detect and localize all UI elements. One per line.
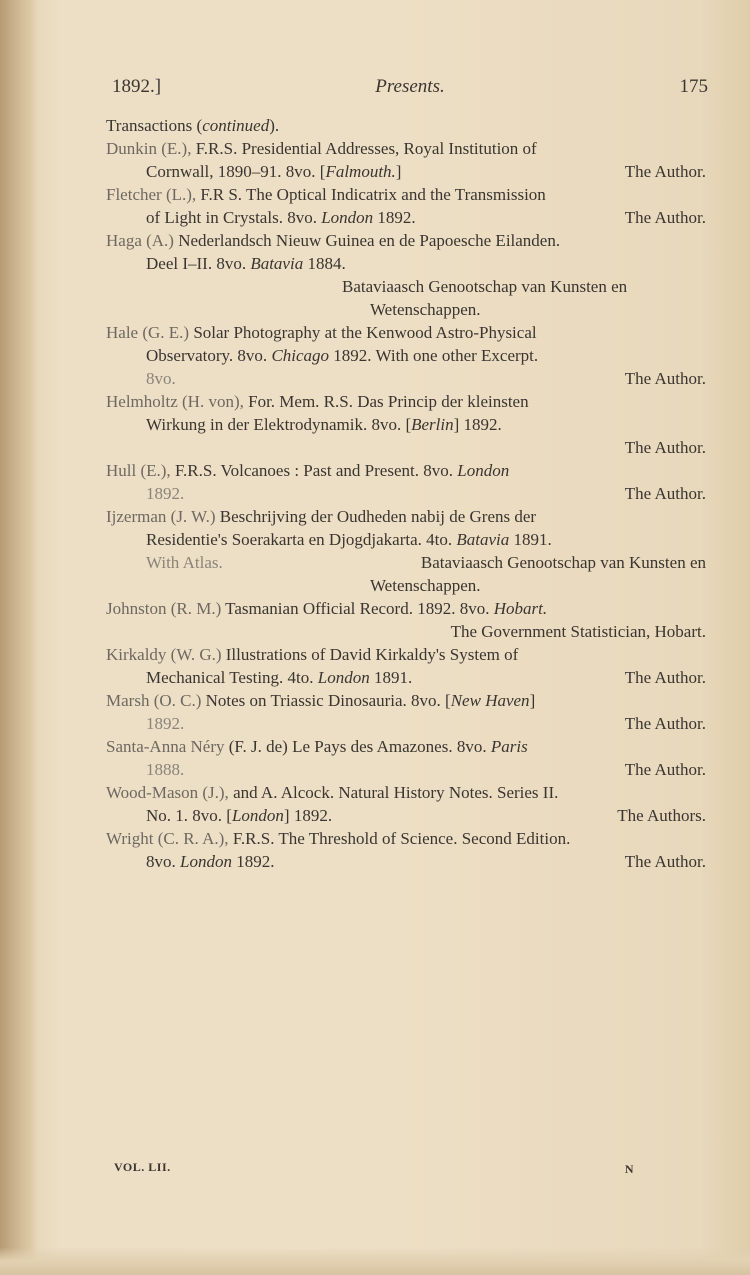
entry-author: Johnston (R. M.) (106, 599, 222, 618)
list-item: Dunkin (E.), F.R.S. Presidential Addresses, Royal Institution of Cornwall, 1890–91. 8vo. [Falmouth.] The Author. (106, 139, 706, 181)
entry-donor: The Author. (624, 438, 706, 457)
entry-donor: Wetenschappen. (370, 576, 481, 595)
list-item: Johnston (R. M.) Tasmanian Official Record. 1892. 8vo. Hobart. The Government Statistician, Hobart. (106, 599, 706, 641)
entry-author: Kirkaldy (W. G.) (106, 645, 222, 664)
entry-donor: The Authors. (617, 806, 706, 825)
list-item: Kirkaldy (W. G.) Illustrations of David Kirkaldy's System of Mechanical Testing. 4to. London 1891. The Author. (106, 645, 706, 687)
list-item: Hull (E.), F.R.S. Volcanoes : Past and Present. 8vo. London 1892. The Author. (106, 461, 706, 503)
page-number: 175 (679, 76, 708, 97)
entry-author: Hull (E.), (106, 461, 171, 480)
entry-donor: The Author. (624, 162, 706, 181)
entry-donor: The Author. (624, 760, 706, 779)
running-head (112, 76, 708, 100)
entry-author: Ijzerman (J. W.) (106, 507, 216, 526)
entry-author: Wright (C. R. A.), (106, 829, 229, 848)
page-bottom-edge (0, 1247, 750, 1275)
entry-donor: The Author. (624, 852, 706, 871)
volume-mark: VOL. LII. (114, 1160, 171, 1174)
entry-donor: The Government Statistician, Hobart. (450, 622, 706, 641)
entry-author: Haga (A.) (106, 231, 174, 250)
list-item: Wood-Mason (J.), and A. Alcock. Natural History Notes. Series II. No. 1. 8vo. [London] 1892. The Authors. (106, 783, 706, 825)
entry-author: Hale (G. E.) (106, 323, 190, 342)
page-binding-edge (0, 0, 38, 1275)
entry-author: Marsh (O. C.) (106, 691, 202, 710)
entry-donor: Bataviaasch Genootschap van Kunsten en (420, 553, 706, 572)
entry-author: Dunkin (E.), (106, 139, 192, 158)
list-item: Fletcher (L.), F.R S. The Optical Indicatrix and the Transmission of Light in Crystals. 8vo. London 1892. The Author. (106, 185, 706, 227)
list-item: Marsh (O. C.) Notes on Triassic Dinosauria. 8vo. [New Haven] 1892. The Author. (106, 691, 706, 733)
entry-donor: Wetenschappen. (370, 300, 481, 319)
entry-donor: Bataviaasch Genootschap van Kunsten en (342, 277, 628, 296)
entry-author: Fletcher (L.), (106, 185, 197, 204)
entry-author: Helmholtz (H. von), (106, 392, 244, 411)
list-item: Helmholtz (H. von), For. Mem. R.S. Das Princip der kleinsten Wirkung in der Elektrodynamik. 8vo. [Berlin] 1892. The Author. (106, 392, 706, 457)
entry-author: Wood-Mason (J.), (106, 783, 229, 802)
list-item: Wright (C. R. A.), F.R.S. The Threshold of Science. Second Edition. 8vo. London 1892. The Author. (106, 829, 706, 871)
entry-donor: The Author. (624, 484, 706, 503)
entry-author: Santa-Anna Néry (106, 737, 225, 756)
list-item: Haga (A.) Nederlandsch Nieuw Guinea en de Papoesche Eilanden. Deel I–II. 8vo. Batavia 1884. Bataviaasch Genootschap van Kunsten en Wetenschappen. (106, 231, 628, 319)
header-year: 1892.] (112, 76, 162, 97)
entry-donor: The Author. (624, 208, 706, 227)
presents-list (106, 114, 706, 873)
signature-mark: N (624, 1162, 634, 1176)
list-item: Ijzerman (J. W.) Beschrijving der Oudheden nabij de Grens der Residentie's Soerakarta en Djogdjakarta. 4to. Batavia 1891. With Atlas. Bataviaasch Genootschap van Kunsten en Wetenschappen. (106, 507, 706, 595)
entry-donor: The Author. (624, 369, 706, 388)
section-heading: Transactions (continued). (106, 116, 280, 135)
list-item: Hale (G. E.) Solar Photography at the Kenwood Astro-Physical Observatory. 8vo. Chicago 1892. With one other Excerpt. 8vo. The Author. (106, 323, 706, 388)
entry-donor: The Author. (624, 668, 706, 687)
header-title: Presents. (375, 76, 445, 97)
entry-donor: The Author. (624, 714, 706, 733)
page-footer (114, 1160, 634, 1180)
list-item: Santa-Anna Néry (F. J. de) Le Pays des Amazones. 8vo. Paris 1888. The Author. (106, 737, 706, 779)
